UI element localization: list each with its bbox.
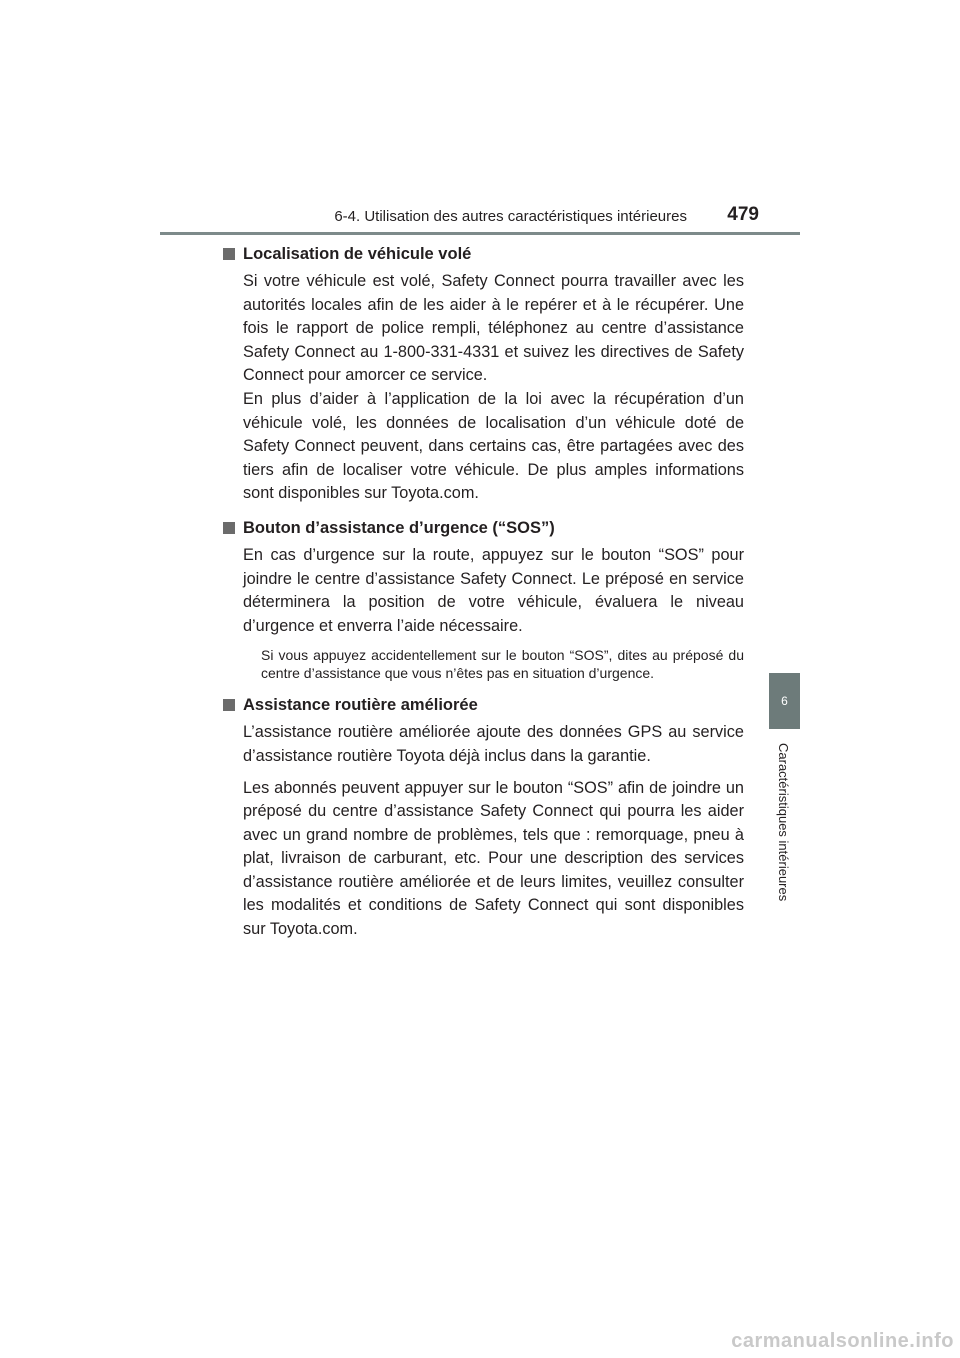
section-title-text: Assistance routière améliorée bbox=[243, 696, 478, 715]
note-text: Si vous appuyez accidentellement sur le bouton “SOS”, dites au préposé du centre d’assistance que vous n’êtes pas en situation d’urgence. bbox=[261, 647, 744, 682]
chapter-number: 6 bbox=[769, 673, 800, 729]
page-header bbox=[160, 196, 800, 236]
paragraph: En cas d’urgence sur la route, appuyez sur le bouton “SOS” pour joindre le centre d’assistance Safety Connect. Le préposé en service déterminera la position de votre véhicule, évaluera le niveau d’urgence et enverra l’aide nécessaire. bbox=[243, 545, 744, 635]
header-rule bbox=[160, 232, 800, 235]
page-number: 479 bbox=[727, 204, 759, 225]
chapter-label-wrapper bbox=[776, 743, 791, 923]
paragraph: Si votre véhicule est volé, Safety Connect pourra travailler avec les autorités locales afin de les aider à le repérer et à le récupérer. Une fois le rapport de police rempli, téléphonez au centre d’assistance Safety Connect au 1-800-331-4331 et suivez les directives de Safety Connect pour amorcer ce service. bbox=[243, 272, 744, 385]
square-bullet-icon bbox=[223, 522, 235, 534]
page-content bbox=[222, 242, 744, 942]
section-title-text: Localisation de véhicule volé bbox=[243, 245, 472, 263]
section-title bbox=[222, 516, 744, 540]
chapter-title: 6-4. Utilisation des autres caractéristiques intérieures bbox=[334, 208, 687, 225]
section-roadside-assistance bbox=[222, 693, 744, 941]
section-sos-button bbox=[222, 516, 744, 682]
section-title bbox=[222, 242, 744, 266]
square-bullet-icon bbox=[223, 248, 235, 260]
paragraph: L’assistance routière améliorée ajoute des données GPS au service d’assistance routière Toyota déjà inclus dans la garantie. bbox=[243, 723, 744, 765]
section-title-text: Bouton d’assistance d’urgence (“SOS”) bbox=[243, 518, 555, 537]
paragraph: Les abonnés peuvent appuyer sur le bouton “SOS” afin de joindre un préposé du centre d’assistance Safety Connect qui pourra les aider avec un grand nombre de problèmes, tels que : remorquage, pneu à plat, livraison de carburant, etc. Pour une description des services d’assistance routière améliorée et de leurs limites, veuillez consulter les modalités et conditions de Safety Connect qui sont disponibles sur Toyota.com. bbox=[243, 778, 744, 939]
paragraph: En plus d’aider à l’application de la loi avec la récupération d’un véhicule volé, les données de localisation d’un véhicule doté de Safety Connect peuvent, dans certains cas, être partagées avec des tiers afin de localiser votre véhicule. De plus amples informations sont disponibles sur Toyota.com. bbox=[243, 389, 744, 503]
section-stolen-vehicle bbox=[222, 242, 744, 506]
chapter-side-tab bbox=[769, 673, 800, 925]
watermark: carmanualsonline.info bbox=[731, 1330, 954, 1352]
square-bullet-icon bbox=[223, 699, 235, 711]
section-title bbox=[222, 693, 744, 717]
chapter-label: Caractéristiques intérieures bbox=[776, 743, 791, 902]
